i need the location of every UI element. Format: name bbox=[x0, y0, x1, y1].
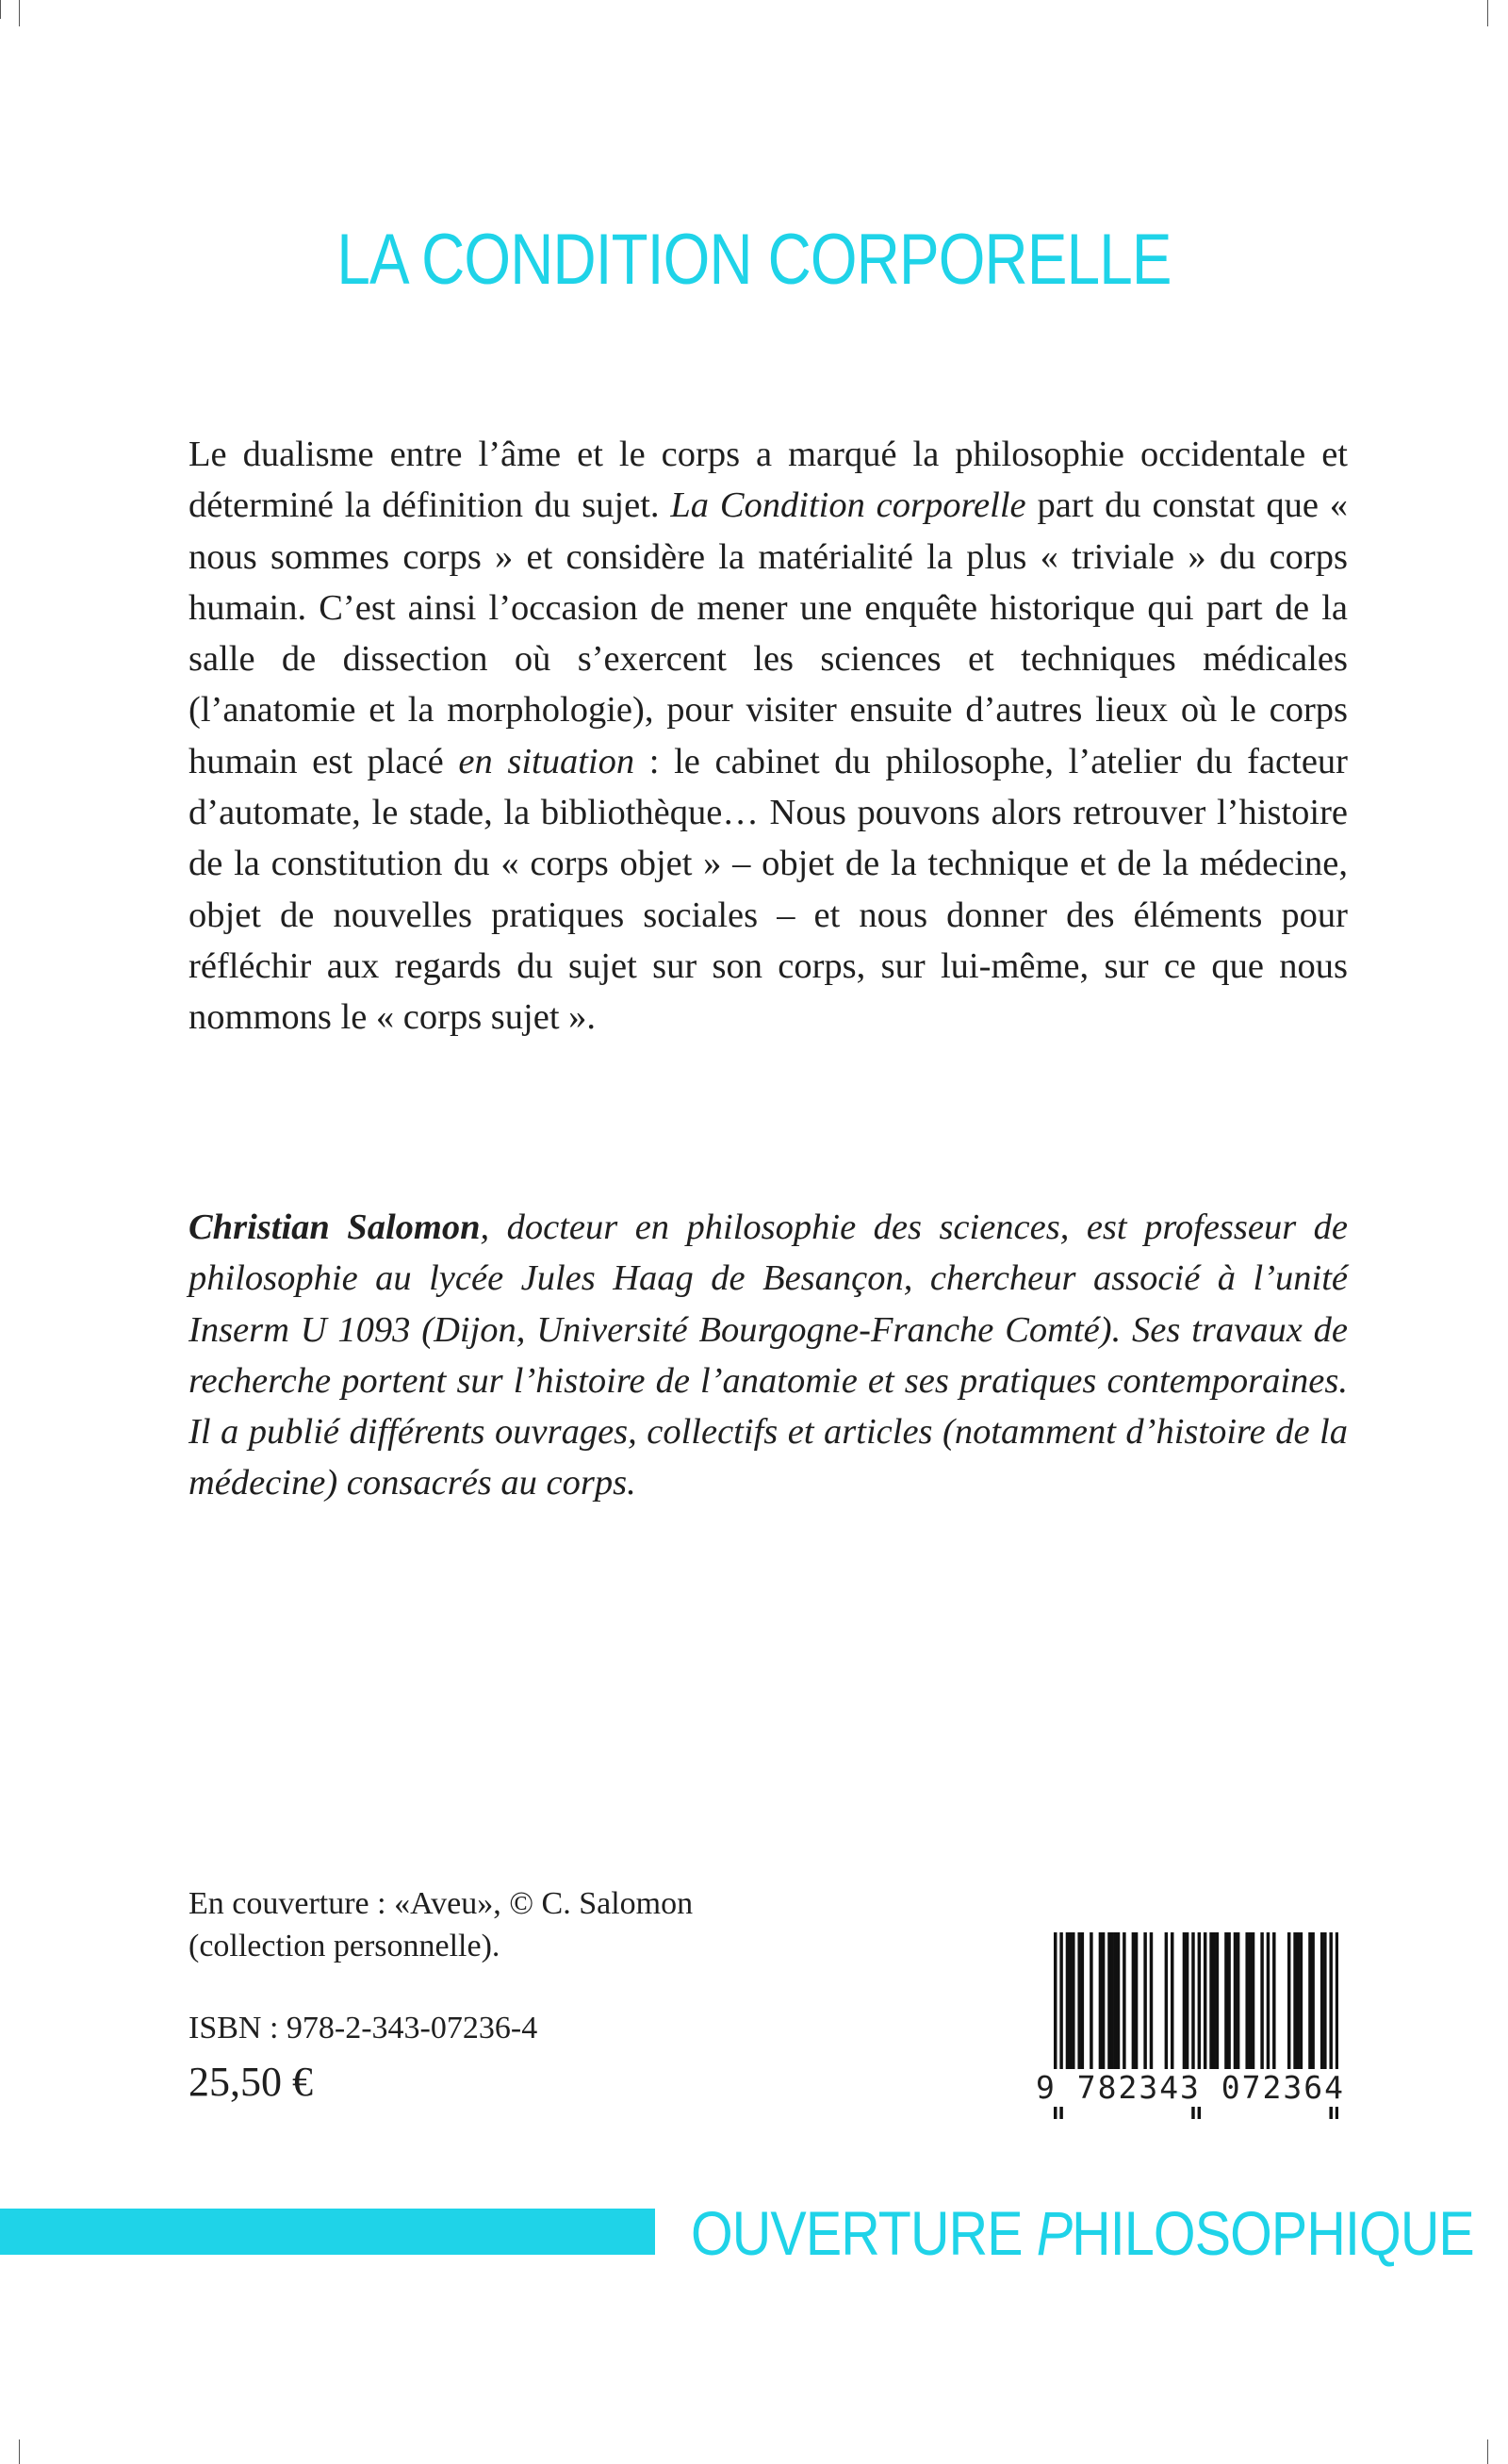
summary-part-2: part du constat que « nous sommes corps » et considère la matérialité la plus « triviale » du corps humain. C’est ainsi l’occasion de mener une enquête historique qui part de la salle de dissection où s’exercent les sciences et techniques médicales (l’anatomie et la morphologie), pour visiter ensuite d’autres lieux où le corps humain est placé bbox=[188, 485, 1349, 781]
crop-mark bbox=[19, 2439, 20, 2464]
accent-band bbox=[0, 2209, 655, 2255]
barcode-digits: 9 782343 072364 bbox=[1035, 2069, 1345, 2106]
cover-credit bbox=[188, 1882, 848, 1967]
crop-mark bbox=[1487, 0, 1488, 26]
book-title: LA CONDITION CORPORELLE bbox=[336, 220, 1172, 300]
crop-mark bbox=[0, 0, 1, 19]
isbn: ISBN : 978-2-343-07236-4 bbox=[188, 2011, 538, 2045]
series-part-1: OUVERTURE bbox=[691, 2198, 1037, 2268]
crop-mark bbox=[19, 0, 20, 26]
author-bio bbox=[188, 1202, 1348, 1509]
credit-line-2: (collection personnelle). bbox=[188, 1929, 500, 1963]
credit-line-1: En couverture : «Aveu», © C. Salomon bbox=[188, 1886, 694, 1921]
summary-part-1: Le dualisme entre l’âme et le corps a marqué la philosophie occidentale et déterminé la définition du sujet. bbox=[188, 435, 1348, 526]
summary-emphasis: en situation bbox=[458, 741, 635, 781]
summary-text bbox=[188, 429, 1348, 1043]
crop-mark bbox=[1487, 2439, 1488, 2464]
author-name: Christian Salomon bbox=[188, 1207, 481, 1247]
summary-book-title: La Condition corporelle bbox=[670, 485, 1026, 526]
series-name bbox=[691, 2198, 1474, 2268]
author-bio-text: , docteur en philosophie des sciences, est professeur de philosophie au lycée Jules Haag de Besançon, chercheur associé à l’unité Inserm U 1093 (Dijon, Université Bourgogne-Franche Comté). Ses travaux de recherche portent sur l’histoire de l’anatomie et ses pratiques contemporaines. Il a publié différents ouvrages, collectifs et articles (notamment d’histoire de la médecine) consacrés au corps. bbox=[188, 1207, 1349, 1503]
summary-part-3: : le cabinet du philosophe, l’atelier du facteur d’automate, le stade, la bibliothèque… Nous pouvons alors retrouver l’histoire de la constitution du « corps objet » – objet de la technique et de la médecine, objet de nouvelles pratiques sociales – et nous donner des éléments pour réfléchir aux regards du sujet sur son corps, sur lui-même, sur ce que nous nommons le « corps sujet ». bbox=[188, 741, 1348, 1038]
series-part-2: P bbox=[1036, 2198, 1073, 2268]
price: 25,50 € bbox=[188, 2059, 313, 2105]
series-part-3: HILOSOPHIQUE bbox=[1072, 2198, 1474, 2268]
